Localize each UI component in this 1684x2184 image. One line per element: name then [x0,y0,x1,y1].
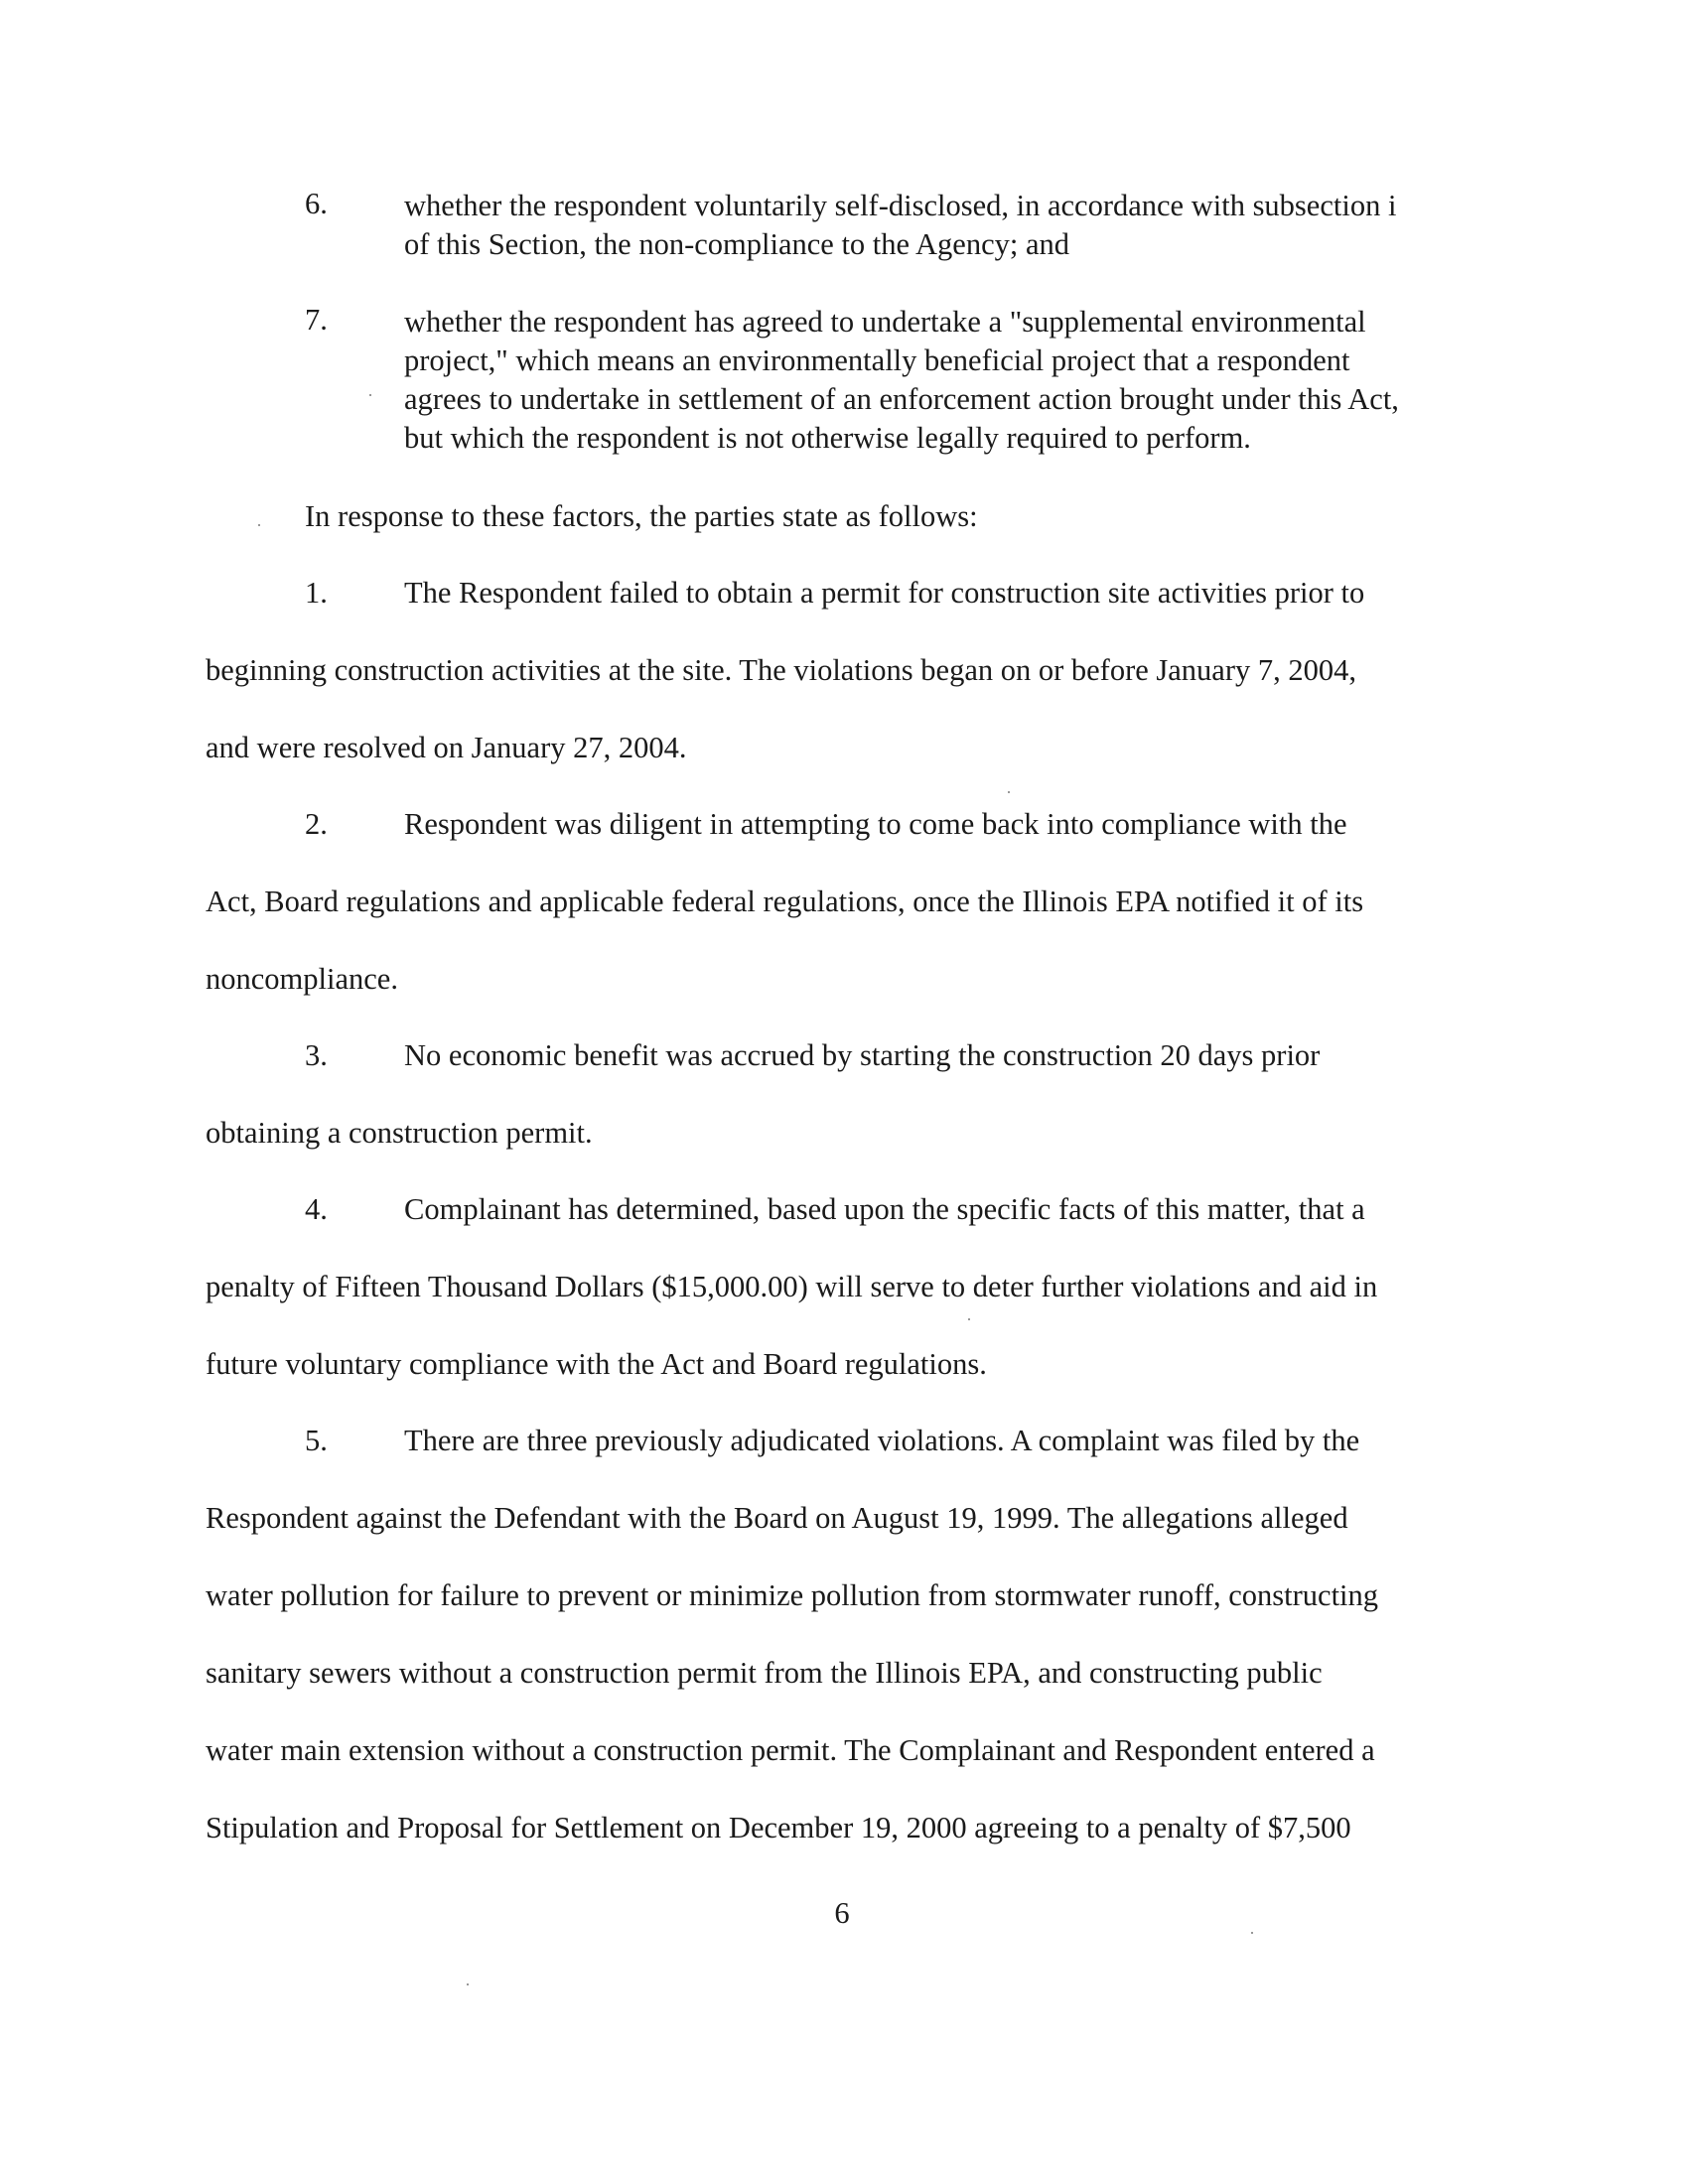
response-line: penalty of Fifteen Thousand Dollars ($15,000.00) will serve to deter further violations and aid in [206,1270,1378,1303]
factor-number: 7. [305,303,328,337]
response-line: Respondent against the Defendant with the Board on August 19, 1999. The allegations alleged [206,1501,1348,1535]
factor-number: 6. [305,187,328,220]
intro-sentence: In response to these factors, the parties state as follows: [305,499,978,533]
response-line: water pollution for failure to prevent or minimize pollution from stormwater runoff, constructing [206,1578,1379,1612]
response-number: 5. [305,1424,328,1457]
scan-speck [467,1983,469,1985]
scan-speck [258,524,260,526]
factor-text [404,303,1496,458]
response-line: beginning construction activities at the site. The violations began on or before January 7, 2004, [206,653,1356,687]
factor-line: project," which means an environmentally beneficial project that a respondent [404,343,1350,377]
response-line: The Respondent failed to obtain a permit for construction site activities prior to [404,576,1365,610]
response-number: 1. [305,576,328,610]
response-line: There are three previously adjudicated violations. A complaint was filed by the [404,1424,1360,1457]
factor-line: whether the respondent voluntarily self-disclosed, in accordance with subsection i [404,189,1397,222]
response-number: 2. [305,807,328,841]
scan-speck [1251,1932,1253,1934]
factor-line: agrees to undertake in settlement of an enforcement action brought under this Act, [404,382,1399,416]
scan-speck [1008,791,1010,793]
response-line: and were resolved on January 27, 2004. [206,731,687,764]
response-line: obtaining a construction permit. [206,1116,593,1150]
response-number: 4. [305,1192,328,1226]
response-line: sanitary sewers without a construction permit from the Illinois EPA, and constructing public [206,1656,1323,1690]
response-number: 3. [305,1038,328,1072]
response-line: Act, Board regulations and applicable federal regulations, once the Illinois EPA notified it of its [206,885,1364,918]
scan-speck [968,1318,970,1320]
response-line: Respondent was diligent in attempting to come back into compliance with the [404,807,1347,841]
factor-line: but which the respondent is not otherwise legally required to perform. [404,421,1251,455]
response-line: Complainant has determined, based upon the specific facts of this matter, that a [404,1192,1365,1226]
response-line: water main extension without a construction permit. The Complainant and Respondent entered a [206,1733,1375,1767]
response-line: noncompliance. [206,962,398,996]
response-line: Stipulation and Proposal for Settlement on December 19, 2000 agreeing to a penalty of $7,500 [206,1811,1351,1844]
factor-line: of this Section, the non-compliance to the Agency; and [404,227,1069,261]
response-line: No economic benefit was accrued by starting the construction 20 days prior [404,1038,1321,1072]
scan-speck [369,394,371,396]
response-line: future voluntary compliance with the Act and Board regulations. [206,1347,987,1381]
factor-line: whether the respondent has agreed to undertake a "supplemental environmental [404,305,1366,339]
page-number: 6 [834,1896,850,1930]
factor-text [404,187,1496,264]
